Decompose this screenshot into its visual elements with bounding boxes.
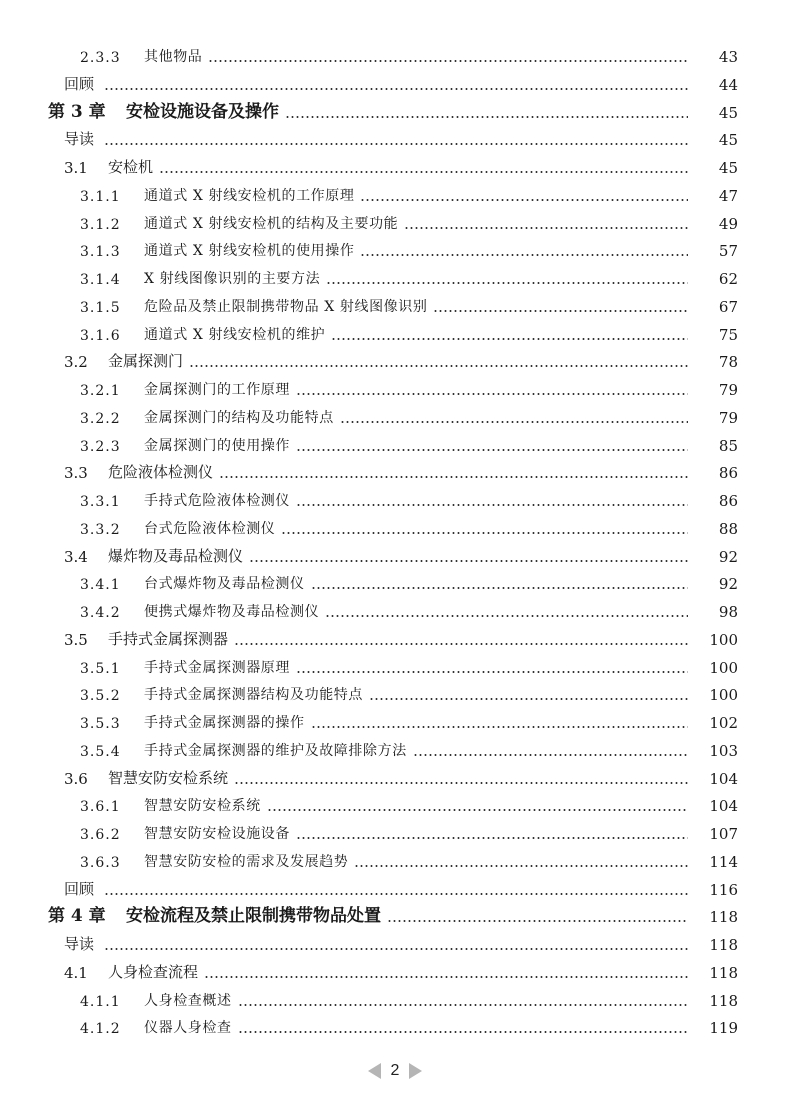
toc-entry[interactable]: [0, 704, 790, 732]
dot-leader: [159, 171, 688, 173]
dot-leader: [234, 643, 688, 645]
toc-entry-title: 仪器人身检查: [144, 1020, 232, 1037]
toc-entry-number: 3.5.3: [80, 716, 121, 732]
toc-entry-number: 第 3 章: [48, 101, 106, 122]
toc-entry-number: 4.1: [64, 963, 88, 982]
toc-entry[interactable]: [0, 815, 790, 843]
toc-entry-page: 98: [718, 603, 738, 621]
toc-entry-page: 86: [718, 492, 738, 510]
toc-entry-title: 智慧安防安检的需求及发展趋势: [144, 853, 349, 870]
toc-entry[interactable]: [0, 260, 790, 288]
toc-entry-number: 3.1.5: [80, 299, 121, 316]
toc-entry-page: 107: [709, 825, 738, 843]
toc-entry-page: 79: [718, 381, 738, 399]
toc-entry-title: 手持式危险液体检测仪: [144, 493, 290, 509]
toc-entry-title: 通道式 X 射线安检机的结构及主要功能: [144, 215, 399, 232]
toc-entry-number: 3.1.6: [80, 327, 121, 344]
toc-entry-title: 导读: [64, 130, 95, 149]
toc-entry[interactable]: [0, 38, 790, 66]
toc-entry-page: 62: [718, 270, 738, 288]
toc-entry-title: 金属探测门的使用操作: [144, 437, 290, 454]
toc-entry-number: 3.5.4: [80, 743, 121, 760]
toc-entry-number: 3.1.1: [80, 188, 121, 205]
toc-entry-page: 45: [718, 159, 738, 177]
toc-entry-page: 57: [718, 242, 738, 261]
toc-entry-page: 79: [718, 408, 738, 427]
toc-entry[interactable]: [0, 843, 790, 871]
toc-entry-number: 3.3.2: [80, 521, 121, 538]
dot-leader: [238, 1031, 688, 1033]
dot-leader: [208, 60, 688, 62]
toc-entry[interactable]: [0, 649, 790, 677]
toc-entry-page: 44: [718, 75, 738, 94]
toc-entry-page: 102: [709, 714, 738, 732]
toc-entry-title: 人身检查概述: [144, 992, 232, 1009]
dot-leader: [354, 865, 688, 867]
toc-entry-page: 43: [718, 48, 738, 66]
toc-entry-page: 116: [709, 880, 738, 899]
dot-leader: [267, 809, 688, 811]
dot-leader: [404, 227, 688, 229]
dot-leader: [296, 837, 688, 839]
toc-entry-page: 119: [709, 1019, 738, 1038]
toc-entry-page: 88: [718, 519, 738, 538]
dot-leader: [331, 338, 688, 340]
toc-entry-title: 回顾: [64, 74, 95, 93]
toc-entry[interactable]: [0, 760, 790, 788]
toc-entry-title: 智慧安防安检系统: [144, 798, 261, 815]
toc-entry-number: 3.1.4: [80, 272, 121, 288]
toc-entry-page: 118: [709, 936, 738, 954]
toc-entry[interactable]: [0, 343, 790, 371]
toc-entry-page: 103: [709, 741, 738, 760]
toc-entry-title: X 射线图像识别的主要方法: [144, 271, 321, 287]
dot-leader: [249, 560, 688, 562]
toc-entry[interactable]: [0, 482, 790, 510]
toc-entry[interactable]: [0, 1009, 790, 1037]
toc-entry[interactable]: [0, 510, 790, 538]
toc-entry[interactable]: [0, 66, 790, 94]
dot-leader: [360, 254, 688, 256]
toc-entry-title: 危险品及禁止限制携带物品 X 射线图像识别: [144, 298, 428, 315]
toc-entry-title: 安检流程及禁止限制携带物品处置: [126, 906, 381, 927]
toc-entry[interactable]: [0, 676, 790, 704]
toc-entry-title: 手持式金属探测器的操作: [144, 715, 305, 731]
toc-entry-title: 便携式爆炸物及毒品检测仪: [144, 604, 320, 620]
dot-leader: [104, 143, 688, 145]
toc-entry[interactable]: [0, 621, 790, 649]
toc-entry-title: 安检机: [108, 158, 154, 176]
toc-entry-number: 3.3.1: [80, 494, 121, 510]
toc-entry-title: 通道式 X 射线安检机的维护: [144, 326, 326, 343]
toc-entry-title: 手持式金属探测器原理: [144, 659, 290, 676]
toc-entry-number: 3.6: [64, 769, 88, 788]
toc-entry[interactable]: [0, 871, 790, 899]
toc-entry-page: 104: [709, 797, 738, 816]
toc-entry-number: 3.4: [64, 547, 88, 566]
toc-entry[interactable]: [0, 121, 790, 149]
toc-entry[interactable]: [0, 205, 790, 233]
toc-entry-title: 回顾: [64, 879, 95, 898]
toc-entry-number: 3.1: [64, 159, 88, 177]
toc-entry[interactable]: [0, 288, 790, 316]
toc-entry-title: 手持式金属探测器的维护及故障排除方法: [144, 742, 407, 759]
dot-leader: [433, 310, 688, 312]
dot-leader: [104, 88, 688, 90]
toc-entry-number: 3.4.2: [80, 605, 121, 621]
toc-entry[interactable]: [0, 177, 790, 205]
dot-leader: [238, 1004, 688, 1006]
toc-entry-page: 67: [718, 297, 738, 316]
toc-entry-page: 92: [718, 575, 738, 594]
toc-entry-number: 3.5: [64, 630, 88, 649]
dot-leader: [360, 199, 688, 201]
toc-entry[interactable]: [0, 399, 790, 427]
toc-entry-number: 3.2.2: [80, 410, 121, 427]
toc-entry-number: 4.1.1: [80, 993, 121, 1010]
triangle-left-icon[interactable]: [368, 1063, 381, 1079]
toc-entry-number: 3.2.3: [80, 438, 121, 455]
dot-leader: [285, 116, 688, 118]
toc-entry[interactable]: [0, 732, 790, 760]
toc-entry-number: 3.2.1: [80, 383, 121, 399]
toc-entry-page: 75: [718, 325, 738, 344]
page-footer: [0, 1058, 790, 1084]
dot-leader: [296, 449, 688, 451]
toc-entry[interactable]: [0, 787, 790, 815]
toc-entry-page: 118: [709, 963, 738, 982]
toc-entry-title: 安检设施设备及操作: [126, 101, 279, 122]
toc-entry-title: 导读: [64, 935, 95, 953]
dot-leader: [326, 282, 688, 284]
dot-leader: [219, 476, 688, 478]
dot-leader: [189, 365, 688, 367]
toc-entry-title: 手持式金属探测器结构及功能特点: [144, 687, 363, 704]
toc-entry-number: 4.1.2: [80, 1021, 121, 1038]
toc-entry-page: 118: [709, 908, 738, 927]
toc-entry[interactable]: [0, 538, 790, 566]
toc-entry-page: 104: [709, 769, 738, 788]
toc-entry-page: 78: [718, 353, 738, 372]
dot-leader: [413, 754, 688, 756]
dot-leader: [325, 615, 688, 617]
toc-entry-title: 其他物品: [144, 49, 203, 65]
toc-entry[interactable]: [0, 926, 790, 954]
toc-entry[interactable]: [0, 565, 790, 593]
toc-entry-number: 3.2: [64, 353, 88, 372]
toc-entry-page: 118: [709, 991, 738, 1010]
toc-entry-number: 3.6.1: [80, 799, 121, 816]
toc-entry-title: 金属探测门: [108, 352, 184, 371]
toc-entry-number: 3.5.2: [80, 688, 121, 705]
toc-entry-title: 通道式 X 射线安检机的使用操作: [144, 243, 355, 260]
toc-entry-title: 危险液体检测仪: [108, 463, 214, 482]
toc-entry-page: 85: [718, 436, 738, 455]
toc-entry[interactable]: [0, 316, 790, 344]
toc-entry[interactable]: [0, 898, 790, 926]
toc-entry[interactable]: [0, 427, 790, 455]
toc-entry-page: 47: [718, 186, 738, 205]
dot-leader: [296, 671, 688, 673]
toc-entry-title: 金属探测门的结构及功能特点: [144, 409, 334, 426]
toc-entry-number: 2.3.3: [80, 50, 121, 66]
toc-entry-number: 3.1.2: [80, 216, 121, 233]
toc-entry[interactable]: [0, 371, 790, 399]
toc-entry-title: 通道式 X 射线安检机的工作原理: [144, 187, 355, 204]
dot-leader: [104, 948, 688, 950]
toc-entry-title: 台式危险液体检测仪: [144, 520, 276, 537]
toc-entry-title: 智慧安防安检系统: [108, 768, 229, 787]
toc-entry[interactable]: [0, 149, 790, 177]
dot-leader: [234, 782, 688, 784]
toc-entry[interactable]: [0, 982, 790, 1010]
dot-leader: [204, 976, 688, 978]
dot-leader: [340, 421, 688, 423]
toc-entry[interactable]: [0, 94, 790, 122]
toc-entry[interactable]: [0, 593, 790, 621]
dot-leader: [104, 893, 688, 895]
page-number: 2: [390, 1062, 400, 1079]
toc-entry-page: 45: [718, 103, 738, 122]
toc-entry-title: 台式爆炸物及毒品检测仪: [144, 576, 305, 593]
toc-entry-number: 第 4 章: [48, 906, 106, 927]
toc-entry-title: 爆炸物及毒品检测仪: [108, 546, 244, 565]
dot-leader: [296, 393, 688, 395]
toc-entry-number: 3.1.3: [80, 244, 121, 261]
toc-entry-title: 手持式金属探测器: [108, 629, 229, 648]
toc-entry-page: 49: [718, 214, 738, 233]
toc-entry-title: 人身检查流程: [108, 962, 199, 981]
toc-entry-page: 114: [709, 852, 738, 871]
toc-entry-page: 100: [709, 686, 738, 705]
dot-leader: [369, 698, 688, 700]
toc-entry-page: 86: [718, 464, 738, 483]
toc-entry-page: 100: [709, 658, 738, 677]
dot-leader: [311, 587, 688, 589]
toc-entry-page: 92: [718, 547, 738, 566]
toc-entry-number: 3.6.3: [80, 854, 121, 871]
toc-entry-title: 金属探测门的工作原理: [144, 382, 290, 398]
toc-entry-page: 45: [718, 131, 738, 150]
dot-leader: [311, 726, 688, 728]
toc-entry[interactable]: [0, 954, 790, 982]
toc-entry-number: 3.5.1: [80, 660, 121, 677]
toc-entry[interactable]: [0, 454, 790, 482]
toc-entry-number: 3.6.2: [80, 827, 121, 843]
toc-entry-number: 3.3: [64, 464, 88, 483]
dot-leader: [296, 504, 688, 506]
toc-entry-title: 智慧安防安检设施设备: [144, 826, 290, 842]
triangle-right-icon[interactable]: [409, 1063, 422, 1079]
toc-entry-number: 3.4.1: [80, 577, 121, 594]
toc-entry[interactable]: [0, 232, 790, 260]
dot-leader: [387, 920, 688, 922]
dot-leader: [281, 532, 688, 534]
toc-entry-page: 100: [709, 630, 738, 649]
